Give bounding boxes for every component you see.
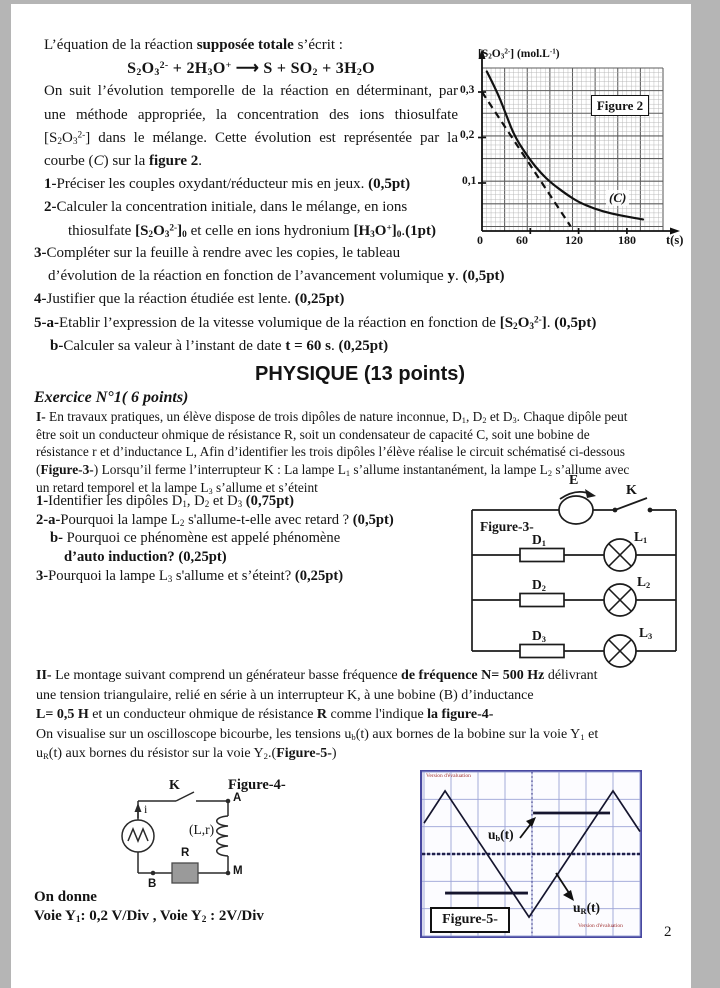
text-line: $[S_2O_3^{2-}]$ dans le mélange. Cette évolution est représentée par la: [44, 129, 458, 147]
given-data-title: On donne: [34, 889, 97, 905]
generator-e-label: E: [569, 473, 579, 488]
text-line: une tension triangulaire, relié en série à un interrupteur K, à une bobine (B) d’inductance: [36, 687, 534, 703]
physique-section-title: PHYSIQUE (13 points): [254, 363, 466, 385]
node-b-label: B: [148, 878, 157, 890]
question-2b-cont: d’auto induction? (0,25pt): [64, 549, 227, 566]
reaction-intro-line: L’équation de la réaction supposée totale s’écrit :: [44, 37, 343, 53]
figure2-title-box: Figure 2: [591, 95, 649, 116]
figure2-y-axis-label: $[S_2O_3^{2-}]$ $(mol.L^{-1})$: [478, 47, 560, 61]
text-line: L= 0,5 H et un conducteur ohmique de résistance R comme l'indique la figure-4-: [36, 707, 494, 723]
curve-c-label: (C): [606, 190, 629, 206]
x-tick-label: 180: [618, 233, 636, 247]
resistor-r-label: R: [181, 847, 190, 859]
question-5a: 5-a-Etablir l’expression de la vitesse volumique de la réaction en fonction de $[S_2O_3^{2-}]$. (0,5pt): [34, 314, 597, 332]
question-3: 3-Compléter sur la feuille à rendre avec les copies, le tableau: [34, 245, 401, 261]
e-arrowhead: [585, 489, 596, 498]
text-line: On suit l’évolution temporelle de la réaction en déterminant, par: [44, 83, 458, 100]
y-tick-label: 0,1: [462, 175, 477, 187]
question-1: 1-Identifier les dipôles $D_1$, $D_2$ et $D_3$ (0,75pt): [36, 493, 295, 509]
question-2-cont: thiosulfate $[S_2O_3^{2-}]_0$ et celle en ions hydronium $[H_3O^+]_0.(1pt)$: [68, 222, 436, 240]
question-2b: b- Pourquoi ce phénomène est appelé phénomène: [50, 530, 341, 547]
watermark-text: Version d'évaluation: [426, 773, 471, 779]
question-2: 2-Calculer la concentration initiale, dans le mélange, en ions: [44, 199, 408, 216]
text-line: II- Le montage suivant comprend un générateur basse fréquence de fréquence N= 500 Hz délivrant: [36, 668, 598, 683]
chemistry-section: [44, 34, 458, 243]
text-line: (Figure-3-) Lorsqu’il ferme l’interrupteur K : La lampe $L_1$ s’allume instantanément, la lampe $L_2$ s’allume avec: [36, 462, 630, 478]
figure3-circuit: [450, 471, 700, 686]
watermark-text: Version d'évaluation: [578, 923, 623, 929]
coil-lr-label: (L,r): [189, 822, 215, 837]
text-line: résistance r et d’inductance L, Afin d’identifier les trois dipôles l’élève réalise le circuit schématisé ci-dessous: [36, 444, 625, 460]
x-tick-label: 60: [516, 233, 528, 247]
lamp-l3-label: $L_3$: [639, 625, 653, 641]
figure3-schematic: [450, 471, 700, 686]
text-line: une méthode appropriée, la concentration des ions thiosulfate: [44, 106, 458, 123]
figure4-circuit: [105, 777, 405, 902]
question-4: 4-Justifier que la réaction étudiée est lente. (0,25pt): [34, 291, 345, 308]
node-m-label: M: [233, 865, 243, 877]
figure5-oscilloscope: [420, 770, 642, 938]
dipole-d2-label: $D_2$: [532, 577, 546, 593]
question-3-cont: d’évolution de la réaction en fonction de l’avancement volumique y. (0,5pt): [48, 268, 505, 285]
resistor-box: [172, 863, 198, 883]
reaction-equation: $S_2O_3^{2-} + 2H_3O^+$ ⟶ $S + SO_2 + 3H_2O$: [127, 60, 375, 79]
y-tick-label: 0,3: [460, 84, 475, 96]
figure3-title: Figure-3-: [480, 519, 534, 534]
ub-trace-label: $u_b(t)$: [488, 827, 514, 843]
text-line: I- En travaux pratiques, un élève dispose de trois dipôles de nature inconnue, $D_1$, $D_2$ et $D_3$. Chaque dipôle peut: [36, 409, 628, 425]
switch-k-label: K: [626, 483, 637, 498]
y-tick-label: 0,2: [460, 129, 475, 141]
lamp-l1-label: $L_1$: [634, 529, 648, 545]
current-arrowhead: [135, 803, 142, 812]
text-line: courbe (C) sur la figure 2.: [44, 153, 203, 170]
text-line: On visualise sur un oscilloscope bicourbe, les tensions $u_b(t)$ aux bornes de la bobine sur la voie $Y_1$ et: [36, 726, 599, 742]
dipole-d3-label: $D_3$: [532, 628, 546, 644]
part-2-paragraph: [36, 666, 698, 764]
exercice-1-questions: [36, 492, 466, 586]
switch-k-label: K: [169, 778, 180, 793]
x-tick-label: 0: [477, 233, 483, 247]
channel-settings: Voie $Y_1$: 0,2 V/Div , Voie $Y_2$ : 2V/Div: [34, 907, 264, 925]
questions-3-5: [34, 242, 692, 358]
text-line: $u_R(t)$ aux bornes du résistor sur la voie $Y_2.(Figure-5-)$: [36, 746, 337, 762]
dipole-d1-label: $D_1$: [532, 532, 546, 548]
text-line: être soit un conducteur ohmique de résistance R, soit un condensateur de capacité C, soit une bobine de: [36, 426, 590, 442]
figure2-x-axis-label: t(s): [666, 233, 684, 247]
ur-trace-label: $u_R(t)$: [573, 900, 601, 916]
exercice-1-heading: Exercice N°1( 6 points): [34, 389, 189, 406]
x-tick-label: 120: [565, 233, 583, 247]
page-number: 2: [664, 924, 672, 940]
current-i-label: i: [144, 802, 148, 816]
given-data: [34, 888, 264, 925]
question-2a: 2-a-Pourquoi la lampe $L_2$ s'allume-t-elle avec retard ? (0,5pt): [36, 511, 394, 528]
question-1: 1-Préciser les couples oxydant/réducteur mis en jeux. (0,5pt): [44, 176, 411, 193]
figure2-graph: [458, 40, 698, 245]
figure4-title: Figure-4-: [228, 777, 286, 793]
text-line: un retard temporel et la lampe $L_3$ s’allume et s’éteint: [36, 479, 318, 496]
question-3: 3-Pourquoi la lampe $L_3$ s'allume et s’éteint? (0,25pt): [36, 567, 344, 584]
question-5b: b-Calculer sa valeur à l’instant de date t = 60 s. (0,25pt): [50, 337, 389, 354]
figure5-title-box: Figure-5-: [430, 907, 510, 933]
figure2-plot: [458, 40, 698, 245]
node-a-label: A: [233, 792, 242, 804]
lamp-l2-label: $L_2$: [637, 574, 651, 590]
